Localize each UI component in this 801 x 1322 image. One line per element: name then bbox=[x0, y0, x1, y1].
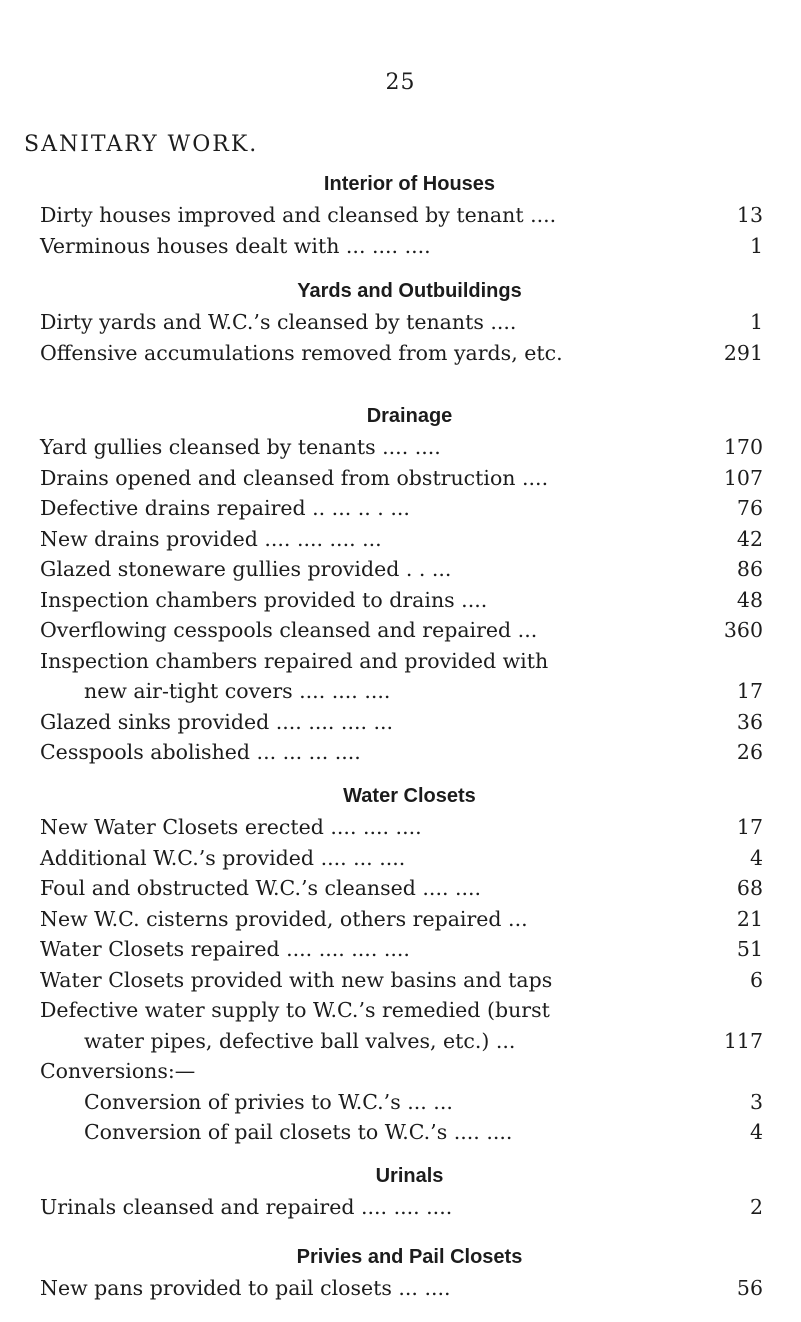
section-water-closets bbox=[0, 780, 801, 1148]
table-row bbox=[0, 554, 801, 585]
section-heading: Water Closets bbox=[343, 785, 476, 807]
row-value: 1 bbox=[749, 310, 763, 334]
row-value: 6 bbox=[749, 967, 763, 992]
table-row bbox=[0, 432, 801, 463]
row-value: 17 bbox=[736, 679, 763, 703]
table-row bbox=[0, 615, 801, 646]
row-label: New Water Closets erected .... .... .... bbox=[40, 815, 422, 839]
section-interior-of-houses bbox=[0, 168, 801, 261]
table-row bbox=[0, 904, 801, 935]
row-label: New drains provided .... .... .... ... bbox=[40, 526, 382, 551]
table-row bbox=[0, 200, 801, 231]
row-label: Water Closets provided with new basins and taps bbox=[40, 967, 553, 992]
row-label: Foul and obstructed W.C.’s cleansed .... .... bbox=[40, 876, 482, 900]
row-label: Glazed stoneware gullies provided . . ... bbox=[40, 557, 452, 581]
section-urinals bbox=[0, 1160, 801, 1223]
table-row bbox=[0, 995, 801, 1026]
row-label: Conversion of privies to W.C.’s ... ... bbox=[84, 1089, 453, 1114]
main-heading: SANITARY WORK. bbox=[24, 132, 259, 157]
table-row bbox=[0, 1087, 801, 1118]
row-value: 17 bbox=[736, 815, 763, 839]
row-value: 107 bbox=[723, 465, 763, 490]
row-label: New W.C. cisterns provided, others repaired ... bbox=[40, 906, 528, 931]
row-value: 42 bbox=[736, 526, 763, 551]
row-value: 170 bbox=[723, 435, 763, 459]
row-label: Dirty houses improved and cleansed by tenant .... bbox=[40, 203, 557, 227]
table-row bbox=[0, 338, 801, 369]
row-label: Water Closets repaired .... .... .... .... bbox=[40, 937, 410, 961]
row-label: Dirty yards and W.C.’s cleansed by tenants .... bbox=[40, 310, 517, 334]
table-row bbox=[0, 965, 801, 996]
table-row bbox=[0, 737, 801, 768]
table-row bbox=[0, 646, 801, 677]
row-label: Urinals cleansed and repaired .... .... .... bbox=[40, 1195, 453, 1219]
row-label: new air-tight covers .... .... .... bbox=[84, 679, 391, 703]
row-value: 1 bbox=[749, 233, 763, 258]
table-row bbox=[0, 812, 801, 843]
row-label: Additional W.C.’s provided .... ... .... bbox=[40, 845, 406, 870]
table-row bbox=[0, 1056, 801, 1087]
row-value: 360 bbox=[723, 618, 763, 642]
row-value: 13 bbox=[736, 203, 763, 227]
row-label: Overflowing cesspools cleansed and repaired ... bbox=[40, 618, 538, 642]
row-value: 68 bbox=[736, 876, 763, 900]
row-value: 36 bbox=[736, 709, 763, 734]
table-row bbox=[0, 707, 801, 738]
table-row bbox=[0, 1273, 801, 1304]
row-label: Inspection chambers provided to drains .... bbox=[40, 587, 488, 612]
row-value: 3 bbox=[749, 1089, 763, 1114]
row-label: Drains opened and cleansed from obstruction .... bbox=[40, 465, 549, 490]
row-value: 26 bbox=[736, 740, 763, 764]
row-label: Defective drains repaired .. ... .. . ... bbox=[40, 496, 410, 520]
table-row bbox=[0, 873, 801, 904]
table-row bbox=[0, 1026, 801, 1057]
table-row bbox=[0, 934, 801, 965]
table-row bbox=[0, 231, 801, 262]
section-privies-and-pail-closets bbox=[0, 1241, 801, 1304]
row-label: Defective water supply to W.C.’s remedied (burst bbox=[40, 998, 550, 1022]
section-heading: Interior of Houses bbox=[323, 173, 496, 195]
row-value: 51 bbox=[736, 937, 763, 961]
table-row bbox=[0, 463, 801, 494]
table-row bbox=[0, 307, 801, 338]
table-row bbox=[0, 676, 801, 707]
table-row bbox=[0, 524, 801, 555]
row-label: Glazed sinks provided .... .... .... ... bbox=[40, 709, 394, 734]
row-value: 4 bbox=[749, 845, 763, 870]
row-value: 4 bbox=[749, 1120, 763, 1144]
section-heading: Yards and Outbuildings bbox=[297, 280, 522, 302]
table-row bbox=[0, 843, 801, 874]
row-value: 86 bbox=[736, 557, 763, 581]
row-label: water pipes, defective ball valves, etc.) ... bbox=[84, 1028, 516, 1053]
row-value: 76 bbox=[736, 496, 763, 520]
table-row bbox=[0, 1117, 801, 1148]
section-drainage bbox=[0, 400, 801, 768]
row-label: Cesspools abolished ... ... ... .... bbox=[40, 740, 361, 764]
row-value: 48 bbox=[736, 587, 763, 612]
row-value: 2 bbox=[749, 1195, 763, 1219]
row-label: Conversion of pail closets to W.C.’s .... .... bbox=[84, 1120, 513, 1144]
row-label: Yard gullies cleansed by tenants .... .... bbox=[40, 435, 441, 459]
row-label: Conversions:— bbox=[40, 1059, 196, 1083]
table-row bbox=[0, 1192, 801, 1223]
row-value: 56 bbox=[736, 1276, 763, 1300]
row-value: 291 bbox=[723, 340, 763, 365]
table-row bbox=[0, 585, 801, 616]
row-label: Inspection chambers repaired and provided with bbox=[40, 648, 549, 673]
row-label: Offensive accumulations removed from yards, etc. bbox=[40, 340, 563, 365]
row-label: New pans provided to pail closets ... .... bbox=[40, 1276, 451, 1300]
page-number: 25 bbox=[385, 70, 416, 95]
row-value: 117 bbox=[723, 1028, 763, 1053]
section-yards-and-outbuildings bbox=[0, 275, 801, 368]
section-heading: Privies and Pail Closets bbox=[296, 1246, 523, 1268]
section-heading: Urinals bbox=[375, 1165, 444, 1187]
row-label: Verminous houses dealt with ... .... .... bbox=[40, 233, 431, 258]
table-row bbox=[0, 493, 801, 524]
row-value: 21 bbox=[736, 906, 763, 931]
section-heading: Drainage bbox=[366, 405, 453, 427]
